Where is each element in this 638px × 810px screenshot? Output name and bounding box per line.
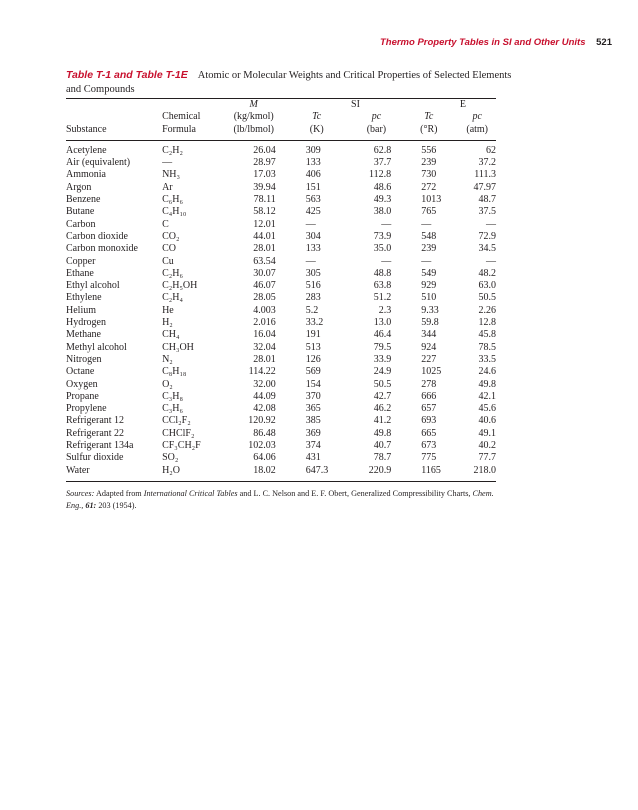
tc-si-cell: 154 bbox=[305, 378, 321, 390]
table-row bbox=[66, 219, 496, 231]
tc-si-cell: 406 bbox=[305, 169, 321, 181]
substance-cell: Propane bbox=[66, 390, 99, 402]
tc-si-cell: 374 bbox=[305, 440, 321, 452]
table-row bbox=[66, 292, 496, 304]
pc-e-cell: 40.6 bbox=[478, 415, 496, 427]
pc-e-cell: 77.7 bbox=[478, 452, 496, 464]
formula-cell: He bbox=[162, 304, 174, 316]
molar-mass-cell: 12.01 bbox=[253, 218, 276, 230]
tc-e-cell: 765 bbox=[421, 206, 437, 218]
sources-volume: 61: bbox=[85, 501, 97, 510]
pc-si-cell: 78.7 bbox=[373, 452, 392, 464]
substance-cell: Carbon bbox=[66, 218, 96, 230]
tc-si-cell: 126 bbox=[305, 353, 321, 365]
tc-si-cell: 151 bbox=[305, 181, 321, 193]
tc-e-cell: 693 bbox=[421, 415, 437, 427]
molar-mass-cell: 30.07 bbox=[253, 267, 276, 279]
substance-cell: Water bbox=[66, 465, 162, 482]
table-row bbox=[66, 243, 496, 255]
sources-reference-title: International Critical Tables bbox=[143, 489, 238, 498]
molar-mass-cell: 114.22 bbox=[248, 366, 276, 378]
table-row bbox=[66, 342, 496, 354]
molar-mass-cell: 28.97 bbox=[253, 157, 276, 169]
tc-e-header: Tc bbox=[424, 111, 434, 123]
substance-cell: Methyl alcohol bbox=[66, 341, 127, 353]
table-row bbox=[66, 366, 496, 378]
substance-header: Substance bbox=[66, 124, 162, 141]
molar-mass-units-e: (lb/lbmol) bbox=[228, 124, 280, 141]
tc-e-cell: 556 bbox=[421, 144, 437, 156]
molar-mass-cell: 46.07 bbox=[253, 280, 276, 292]
pc-e-cell: 48.7 bbox=[478, 194, 496, 206]
molar-mass-cell: 39.94 bbox=[253, 181, 276, 193]
table-caption bbox=[66, 68, 526, 97]
formula-cell: — bbox=[162, 157, 173, 169]
tc-si-cell: 516 bbox=[305, 280, 321, 292]
formula-cell: Cu bbox=[162, 255, 174, 267]
tc-e-cell: 239 bbox=[421, 243, 437, 255]
tc-e-cell: 730 bbox=[421, 169, 437, 181]
formula-cell: H₂ bbox=[162, 317, 173, 329]
pc-e-cell: 33.5 bbox=[478, 353, 496, 365]
table-row bbox=[66, 379, 496, 391]
pc-e-cell: — bbox=[486, 255, 496, 267]
group-e-header: E bbox=[459, 99, 466, 110]
tc-si-cell: 425 bbox=[305, 206, 321, 218]
substance-cell: Ethyl alcohol bbox=[66, 280, 120, 292]
pc-e-unit: (atm) bbox=[458, 124, 496, 141]
table-row bbox=[66, 157, 496, 169]
substance-cell: Carbon monoxide bbox=[66, 243, 138, 255]
molar-mass-cell: 44.09 bbox=[253, 390, 276, 402]
formula-cell: C₃H₈ bbox=[162, 390, 183, 402]
formula-header-line1: Chemical bbox=[162, 111, 201, 123]
molar-mass-cell: 28.05 bbox=[253, 292, 276, 304]
substance-cell: Copper bbox=[66, 255, 96, 267]
pc-si-cell: 48.6 bbox=[373, 181, 392, 193]
pc-e-cell: 111.3 bbox=[474, 169, 496, 181]
formula-cell: SO₂ bbox=[162, 452, 179, 464]
tc-e-cell: — bbox=[421, 255, 432, 267]
formula-header-line2: Formula bbox=[162, 124, 228, 141]
pc-si-cell: 41.2 bbox=[373, 415, 392, 427]
pc-si-cell: 50.5 bbox=[373, 378, 392, 390]
molar-mass-cell: 120.92 bbox=[248, 415, 276, 427]
formula-cell: C bbox=[162, 218, 169, 230]
tc-e-cell: 9.33 bbox=[421, 304, 439, 316]
pc-si-cell: — bbox=[381, 255, 392, 267]
pc-si-cell: 48.8 bbox=[373, 267, 392, 279]
molar-mass-cell: 44.01 bbox=[253, 230, 276, 242]
tc-si-cell: — bbox=[305, 218, 316, 230]
tc-si-cell: 385 bbox=[305, 415, 321, 427]
formula-cell: CHClF₂ bbox=[162, 427, 195, 439]
tc-e-cell: 929 bbox=[421, 280, 437, 292]
molar-mass-cell: 32.00 bbox=[253, 378, 276, 390]
formula-cell: CO₂ bbox=[162, 230, 180, 242]
pc-e-cell: 218.0 bbox=[458, 465, 496, 482]
pc-si-header: pc bbox=[371, 111, 382, 123]
substance-cell: Refrigerant 12 bbox=[66, 415, 125, 427]
substance-cell: Oxygen bbox=[66, 378, 98, 390]
pc-si-cell: — bbox=[381, 218, 392, 230]
formula-cell: CF₃CH₂F bbox=[162, 440, 201, 452]
pc-e-cell: 2.26 bbox=[478, 304, 496, 316]
formula-cell: C₃H₆ bbox=[162, 403, 183, 415]
pc-si-cell: 112.8 bbox=[369, 169, 392, 181]
table-row bbox=[66, 391, 496, 403]
substance-cell: Carbon dioxide bbox=[66, 230, 128, 242]
pc-e-cell: 72.9 bbox=[478, 230, 496, 242]
formula-cell: CCl₂F₂ bbox=[162, 415, 191, 427]
tc-si-cell: 309 bbox=[305, 144, 321, 156]
substance-cell: Acetylene bbox=[66, 144, 107, 156]
sources-label: Sources: bbox=[66, 489, 95, 498]
tc-e-cell: 924 bbox=[421, 341, 437, 353]
table-row bbox=[66, 169, 496, 181]
pc-si-cell: 38.0 bbox=[373, 206, 392, 218]
tc-si-cell: 513 bbox=[305, 341, 321, 353]
formula-cell: Ar bbox=[162, 181, 173, 193]
sources-text-3: 203 (1954). bbox=[98, 501, 137, 510]
tc-e-cell: — bbox=[421, 218, 432, 230]
formula-cell: C₄H₁₀ bbox=[162, 206, 187, 218]
substance-cell: Ammonia bbox=[66, 169, 106, 181]
table-row bbox=[66, 415, 496, 427]
substance-cell: Argon bbox=[66, 181, 92, 193]
substance-cell: Refrigerant 22 bbox=[66, 427, 125, 439]
table-row bbox=[66, 305, 496, 317]
molar-mass-cell: 18.02 bbox=[228, 465, 280, 482]
pc-si-cell: 79.5 bbox=[373, 341, 392, 353]
molar-mass-cell: 26.04 bbox=[253, 144, 276, 156]
pc-e-cell: 49.1 bbox=[478, 427, 496, 439]
tc-e-cell: 665 bbox=[421, 427, 437, 439]
tc-e-cell: 59.8 bbox=[421, 317, 439, 329]
pc-e-cell: 49.8 bbox=[478, 378, 496, 390]
pc-e-cell: 37.5 bbox=[478, 206, 496, 218]
tc-si-cell: 305 bbox=[305, 267, 321, 279]
substance-cell: Refrigerant 134a bbox=[66, 440, 134, 452]
pc-si-cell: 51.2 bbox=[373, 292, 392, 304]
pc-e-cell: 37.2 bbox=[478, 157, 496, 169]
pc-si-cell: 73.9 bbox=[373, 230, 392, 242]
tc-e-cell: 278 bbox=[421, 378, 437, 390]
pc-si-cell: 220.9 bbox=[354, 465, 400, 482]
table-row bbox=[66, 452, 496, 464]
tc-si-cell: 5.2 bbox=[305, 304, 319, 316]
group-si-header: SI bbox=[351, 99, 360, 110]
formula-cell: CH₄ bbox=[162, 329, 180, 341]
table-row bbox=[66, 182, 496, 194]
formula-cell: C₂H₂ bbox=[162, 144, 183, 156]
tc-e-cell: 239 bbox=[421, 157, 437, 169]
substance-cell: Butane bbox=[66, 206, 95, 218]
substance-cell: Octane bbox=[66, 366, 95, 378]
tc-si-cell: 365 bbox=[305, 403, 321, 415]
pc-e-cell: 42.1 bbox=[478, 390, 496, 402]
pc-si-cell: 13.0 bbox=[373, 317, 392, 329]
substance-cell: Ethane bbox=[66, 267, 94, 279]
tc-si-header: Tc bbox=[312, 111, 322, 123]
pc-e-cell: 63.0 bbox=[478, 280, 496, 292]
tc-si-cell: 563 bbox=[305, 194, 321, 206]
pc-e-cell: 34.5 bbox=[478, 243, 496, 255]
molar-mass-cell: 4.003 bbox=[253, 304, 276, 316]
tc-e-cell: 510 bbox=[421, 292, 437, 304]
pc-e-cell: — bbox=[486, 218, 496, 230]
tc-si-cell: 33.2 bbox=[305, 317, 324, 329]
table-row bbox=[66, 428, 496, 440]
running-title: Thermo Property Tables in SI and Other Units bbox=[379, 37, 586, 48]
table-row bbox=[66, 206, 496, 218]
pc-e-cell: 45.8 bbox=[478, 329, 496, 341]
tc-si-cell: 133 bbox=[305, 243, 321, 255]
table-row bbox=[66, 280, 496, 292]
tc-e-unit: (°R) bbox=[399, 124, 458, 141]
header-row-3 bbox=[66, 124, 496, 141]
table-row bbox=[66, 140, 496, 157]
molar-mass-cell: 58.12 bbox=[253, 206, 276, 218]
pc-e-cell: 12.8 bbox=[478, 317, 496, 329]
tc-e-cell: 775 bbox=[421, 452, 437, 464]
formula-cell: C₂H₄ bbox=[162, 292, 183, 304]
sources-journal: Chem. Eng., bbox=[66, 489, 494, 510]
formula-cell: C₈H₁₈ bbox=[162, 366, 187, 378]
page-number: 521 bbox=[596, 37, 612, 48]
table-row bbox=[66, 465, 496, 482]
molar-mass-units-si: (kg/kmol) bbox=[233, 111, 274, 123]
pc-si-cell: 46.4 bbox=[373, 329, 392, 341]
tc-si-cell: 283 bbox=[305, 292, 321, 304]
pc-si-cell: 40.7 bbox=[373, 440, 392, 452]
tc-e-cell: 344 bbox=[421, 329, 437, 341]
tc-e-cell: 666 bbox=[421, 390, 437, 402]
molar-mass-symbol: M bbox=[249, 99, 258, 110]
substance-cell: Hydrogen bbox=[66, 317, 106, 329]
tc-si-cell: 647.3 bbox=[280, 465, 354, 482]
pc-si-cell: 33.9 bbox=[373, 353, 392, 365]
pc-e-cell: 50.5 bbox=[478, 292, 496, 304]
sources-note bbox=[66, 488, 496, 512]
pc-si-cell: 35.0 bbox=[373, 243, 392, 255]
molar-mass-cell: 28.01 bbox=[253, 243, 276, 255]
substance-cell: Ethylene bbox=[66, 292, 102, 304]
tc-e-cell: 548 bbox=[421, 230, 437, 242]
table-row bbox=[66, 194, 496, 206]
pc-e-cell: 48.2 bbox=[478, 267, 496, 279]
pc-si-cell: 49.8 bbox=[373, 427, 392, 439]
pc-e-cell: 78.5 bbox=[478, 341, 496, 353]
molar-mass-cell: 28.01 bbox=[253, 353, 276, 365]
tc-e-cell: 227 bbox=[421, 353, 437, 365]
formula-cell: O₂ bbox=[162, 378, 173, 390]
tc-si-cell: 369 bbox=[305, 427, 321, 439]
properties-table bbox=[66, 98, 496, 482]
tc-e-cell: 272 bbox=[421, 181, 437, 193]
pc-si-cell: 62.8 bbox=[373, 144, 392, 156]
molar-mass-cell: 42.08 bbox=[253, 403, 276, 415]
molar-mass-cell: 32.04 bbox=[253, 341, 276, 353]
formula-cell: C₆H₆ bbox=[162, 194, 183, 206]
substance-cell: Methane bbox=[66, 329, 101, 341]
substance-cell: Benzene bbox=[66, 194, 101, 206]
pc-e-cell: 47.97 bbox=[473, 181, 496, 193]
tc-si-cell: 431 bbox=[305, 452, 321, 464]
substance-cell: Air (equivalent) bbox=[66, 157, 131, 169]
header-row-1 bbox=[66, 99, 496, 111]
running-header bbox=[330, 37, 612, 48]
pc-si-unit: (bar) bbox=[354, 124, 400, 141]
table-row bbox=[66, 403, 496, 415]
tc-e-cell: 657 bbox=[421, 403, 437, 415]
molar-mass-cell: 17.03 bbox=[253, 169, 276, 181]
formula-cell: C₂H₅OH bbox=[162, 280, 198, 292]
formula-cell: H₂O bbox=[162, 465, 228, 482]
table-row bbox=[66, 354, 496, 366]
substance-cell: Helium bbox=[66, 304, 96, 316]
formula-cell: NH₃ bbox=[162, 169, 180, 181]
pc-si-cell: 49.3 bbox=[373, 194, 392, 206]
pc-si-cell: 37.7 bbox=[373, 157, 392, 169]
pc-e-cell: 45.6 bbox=[478, 403, 496, 415]
substance-cell: Sulfur dioxide bbox=[66, 452, 124, 464]
tc-si-cell: 569 bbox=[305, 366, 321, 378]
table-row bbox=[66, 231, 496, 243]
table-row bbox=[66, 256, 496, 268]
table-row bbox=[66, 440, 496, 452]
tc-e-cell: 1025 bbox=[421, 366, 442, 378]
tc-e-cell: 549 bbox=[421, 267, 437, 279]
pc-e-cell: 24.6 bbox=[478, 366, 496, 378]
header-row-2 bbox=[66, 111, 496, 123]
pc-si-cell: 2.3 bbox=[378, 304, 392, 316]
molar-mass-cell: 16.04 bbox=[253, 329, 276, 341]
pc-si-cell: 46.2 bbox=[373, 403, 392, 415]
tc-si-cell: 304 bbox=[305, 230, 321, 242]
tc-si-cell: 370 bbox=[305, 390, 321, 402]
table-label: Table T-1 and Table T-1E bbox=[66, 69, 188, 81]
tc-si-unit: (K) bbox=[280, 124, 354, 141]
tc-e-cell: 673 bbox=[421, 440, 437, 452]
tc-e-cell: 1013 bbox=[421, 194, 442, 206]
molar-mass-cell: 86.48 bbox=[253, 427, 276, 439]
substance-cell: Nitrogen bbox=[66, 353, 102, 365]
tc-si-cell: 133 bbox=[305, 157, 321, 169]
formula-cell: CH₃OH bbox=[162, 341, 194, 353]
pc-si-cell: 24.9 bbox=[373, 366, 392, 378]
pc-e-header: pc bbox=[472, 111, 482, 123]
molar-mass-cell: 102.03 bbox=[248, 440, 276, 452]
table-row bbox=[66, 268, 496, 280]
formula-cell: CO bbox=[162, 243, 176, 255]
tc-si-cell: 191 bbox=[305, 329, 321, 341]
sources-text-2: and L. C. Nelson and E. F. Obert, Generalized Compressibility Charts, bbox=[239, 489, 471, 498]
pc-si-cell: 42.7 bbox=[373, 390, 392, 402]
pc-e-cell: 40.2 bbox=[478, 440, 496, 452]
pc-si-cell: 63.8 bbox=[373, 280, 392, 292]
table-body bbox=[66, 140, 496, 481]
table-row bbox=[66, 317, 496, 329]
molar-mass-cell: 2.016 bbox=[253, 317, 276, 329]
tc-e-cell: 1165 bbox=[399, 465, 458, 482]
formula-cell: C₂H₆ bbox=[162, 267, 183, 279]
formula-cell: N₂ bbox=[162, 353, 173, 365]
pc-e-cell: 62 bbox=[486, 144, 496, 156]
molar-mass-cell: 63.54 bbox=[253, 255, 276, 267]
table-caption-text: Atomic or Molecular Weights and Critical Properties of Selected Elements and Compounds bbox=[66, 70, 512, 95]
molar-mass-cell: 78.11 bbox=[253, 194, 276, 206]
sources-text-1: Adapted from bbox=[95, 489, 142, 498]
tc-si-cell: — bbox=[305, 255, 316, 267]
table-row bbox=[66, 329, 496, 341]
table-header bbox=[66, 99, 496, 141]
substance-cell: Propylene bbox=[66, 403, 107, 415]
molar-mass-cell: 64.06 bbox=[253, 452, 276, 464]
